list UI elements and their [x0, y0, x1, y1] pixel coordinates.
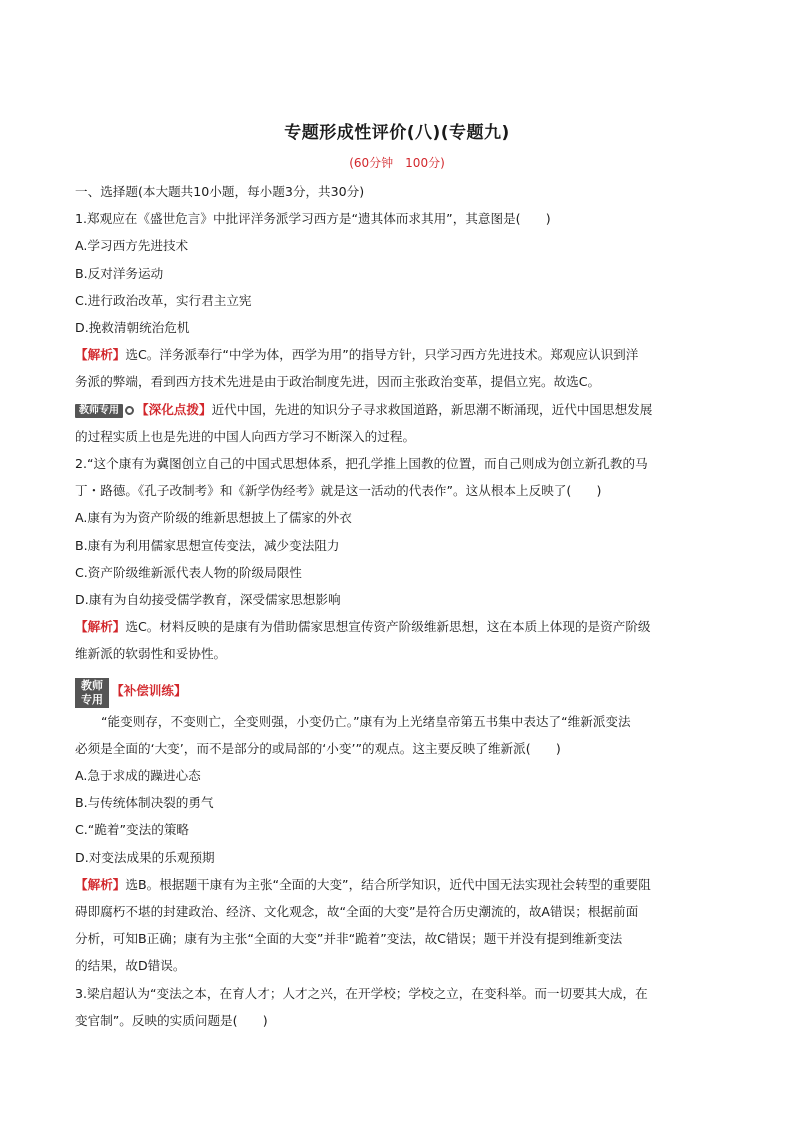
extra-option-c: C.“跪着”变法的策略: [75, 822, 190, 838]
extra-option-b: B.与传统体制决裂的勇气: [75, 795, 214, 811]
analysis-tag: 【解析】: [75, 347, 126, 363]
extra-analysis-line3: 分析，可知B正确；康有为主张“全面的大变”并非“跪着”变法，故C错误；题干并没有提到维新变法: [75, 931, 623, 947]
q2-analysis-line2: 维新派的软弱性和妥协性。: [75, 646, 227, 662]
q1-option-d: D.挽救清朝统治危机: [75, 320, 190, 336]
q2-option-b: B.康有为利用儒家思想宣传变法，减少变法阻力: [75, 537, 340, 553]
extra-analysis-line2: 碍即腐朽不堪的封建政治、经济、文化观念，故“全面的大变”是符合历史潮流的，故A错误；根据前面: [75, 904, 639, 920]
analysis-tag: 【解析】: [75, 619, 126, 635]
q1-option-c: C.进行政治改革，实行君主立宪: [75, 292, 252, 308]
q1-deepen-line1: 近代中国，先进的知识分子寻求救国道路，新思潮不断涌现，近代中国思想发展: [211, 401, 653, 417]
page-subtitle: (60分钟 100分): [349, 156, 445, 170]
q1-deepen-line2: 的过程实质上也是先进的中国人向西方学习不断深入的过程。: [75, 428, 416, 444]
teacher-only-badge: 教师专用: [75, 404, 123, 418]
q2-stem-line1: 2.“这个康有为冀图创立自己的中国式思想体系，把孔学推上国教的位置，而自己则成为创立新孔教的马: [75, 456, 648, 472]
content: [75, 178, 723, 1034]
q2-analysis-line1: 选C。材料反映的是康有为借助儒家思想宣传资产阶级维新思想，这在本质上体现的是资产阶级: [125, 619, 651, 635]
extra-analysis-line4: 的结果，故D错误。: [75, 958, 186, 974]
extra-stem-line1: “能变则存，不变则亡，全变则强，小变仍亡。”康有为上光绪皇帝第五书集中表达了“维新派变法: [101, 713, 631, 729]
section-heading: 一、选择题(本大题共10小题，每小题3分，共30分): [75, 184, 365, 199]
q2-stem-line2: 丁・路德。《孔子改制考》和《新学伪经考》就是这一活动的代表作”。这从根本上反映了( ): [75, 483, 602, 499]
extra-option-a: A.急于求成的躁进心态: [75, 768, 201, 784]
extra-option-d: D.对变法成果的乐观预期: [75, 849, 215, 865]
extra-header: [75, 674, 723, 708]
q2-option-d: D.康有为自幼接受儒学教育，深受儒家思想影响: [75, 592, 341, 608]
q1-deepen: [75, 396, 723, 423]
q1-option-a: A.学习西方先进技术: [75, 238, 189, 254]
analysis-tag: 【解析】: [75, 876, 126, 892]
q2-option-a: A.康有为为资产阶级的维新思想披上了儒家的外衣: [75, 510, 352, 526]
q1-stem: 1.郑观应在《盛世危言》中批评洋务派学习西方是“遗其体而求其用”，其意图是( ): [75, 211, 551, 227]
q1-analysis-line1: 选C。洋务派奉行“中学为体，西学为用”的指导方针，只学习西方先进技术。郑观应认识到洋: [125, 347, 639, 363]
q1-option-b: B.反对洋务运动: [75, 265, 164, 281]
compensation-tag: 【补偿训练】: [111, 682, 187, 698]
badge-dot-icon: [125, 406, 134, 415]
extra-analysis: [75, 871, 723, 898]
q3-stem-line1: 3.梁启超认为“变法之本，在育人才；人才之兴，在开学校；学校之立，在变科举。而一切要其大成，在: [75, 985, 648, 1001]
page-title: 专题形成性评价(八)(专题九): [284, 123, 510, 143]
deepen-tag: 【深化点拨】: [136, 401, 212, 417]
q2-analysis: [75, 613, 723, 640]
extra-stem-line2: 必须是全面的‘大变’，而不是部分的或局部的‘小变’”的观点。这主要反映了维新派( ): [75, 740, 561, 756]
q1-analysis-line2: 务派的弊端，看到西方技术先进是由于政治制度先进，因而主张政治变革，提倡立宪。故选C。: [75, 374, 601, 390]
extra-analysis-line1: 选B。根据题干康有为主张“全面的大变”，结合所学知识，近代中国无法实现社会转型的重要阻: [125, 876, 651, 892]
q1-analysis: [75, 341, 723, 368]
teacher-only-badge-large: 教师 专用: [75, 678, 109, 708]
q3-stem-line2: 变官制”。反映的实质问题是( ): [75, 1012, 268, 1028]
q2-option-c: C.资产阶级维新派代表人物的阶级局限性: [75, 564, 302, 580]
